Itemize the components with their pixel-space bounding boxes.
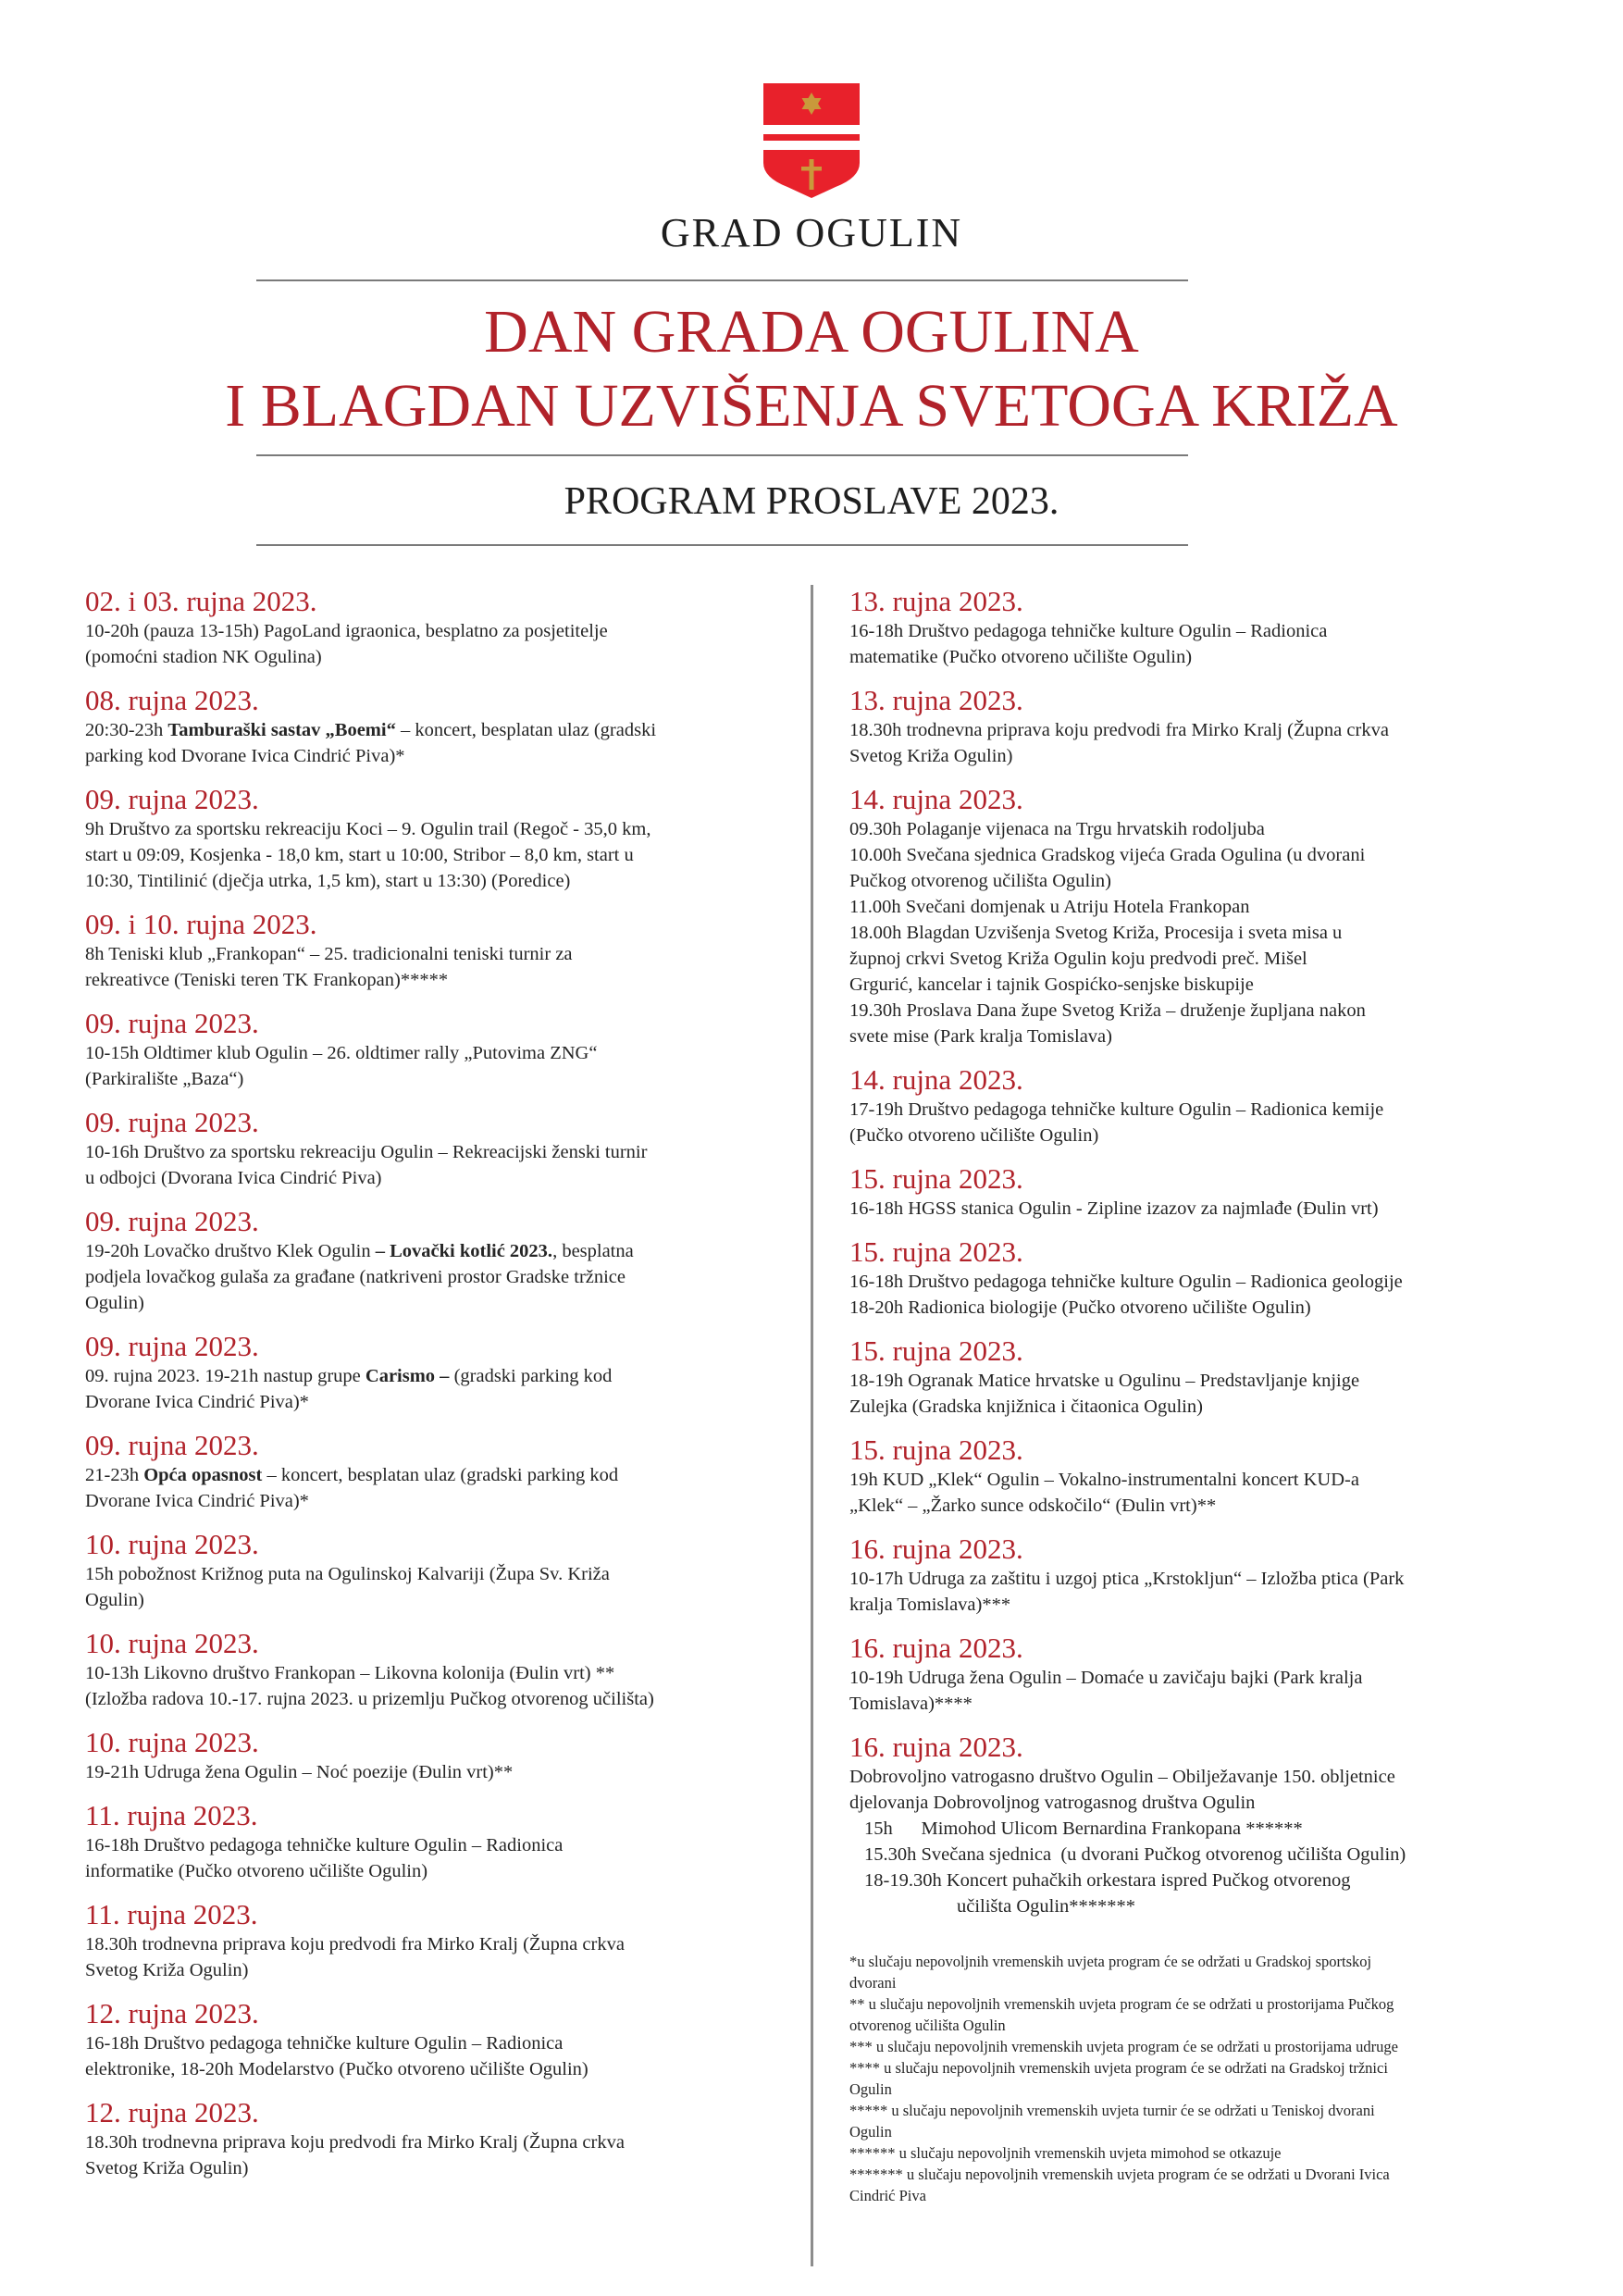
entry-text: Grgurić, kancelar i tajnik Gospićko-senjske biskupije — [849, 974, 1254, 995]
page-title-line1: DAN GRADA OGULINA — [484, 298, 1139, 366]
entry-text: elektronike, 18-20h Modelarstvo (Pučko otvoreno učilište Ogulin) — [85, 2059, 588, 2079]
footnote-line: ****** u slučaju nepovoljnih vremenskih uvjeta mimohod se otkazuje — [849, 2144, 1282, 2162]
entry-text: 18.30h trodnevna priprava koju predvodi fra Mirko Kralj (Župna crkva — [85, 1934, 625, 1955]
entry-line — [849, 618, 1553, 644]
entry-date: 16. rujna 2023. — [849, 1731, 1023, 1763]
entry-date: 02. i 03. rujna 2023. — [85, 585, 317, 617]
entry-text: Pučkog otvorenog učilišta Ogulin) — [849, 871, 1111, 891]
entry-text: Dvorane Ivica Cindrić Piva)* — [85, 1392, 309, 1412]
entry-date: 16. rujna 2023. — [849, 1533, 1023, 1565]
entry-line — [85, 1832, 798, 1858]
entry-line — [85, 1462, 798, 1488]
entry-text: 15h pobožnost Križnog puta na Ogulinskoj Kalvariji (Župa Sv. Križa — [85, 1564, 610, 1584]
entry-date: 09. rujna 2023. — [85, 1106, 259, 1138]
entry-date: 08. rujna 2023. — [85, 684, 259, 716]
entry-text: 18.30h trodnevna priprava koju predvodi fra Mirko Kralj (Župna crkva — [85, 2132, 625, 2153]
entry-date: 10. rujna 2023. — [85, 1627, 259, 1659]
entry-text: podjela lovačkog gulaša za građane (natkriveni prostor Gradske tržnice — [85, 1267, 626, 1287]
entry-text: djelovanja Dobrovoljnog vatrogasnog društva Ogulin — [849, 1793, 1256, 1813]
entry-line — [85, 816, 798, 842]
entry-line — [849, 1566, 1553, 1592]
entry-text: matematike (Pučko otvoreno učilište Ogulin) — [849, 647, 1193, 667]
entry-line — [85, 1389, 798, 1415]
entry-line — [849, 1368, 1553, 1394]
program-entry — [85, 1528, 798, 1613]
entry-line — [85, 868, 798, 894]
entry-line — [85, 941, 798, 967]
entry-text: 16-18h HGSS stanica Ogulin - Zipline izazov za najmlađe (Đulin vrt) — [849, 1198, 1379, 1219]
entry-date: 13. rujna 2023. — [849, 585, 1023, 617]
entry-date: 10. rujna 2023. — [85, 1528, 259, 1560]
entry-line — [849, 743, 1553, 769]
entry-line — [85, 1488, 798, 1514]
footnote-line: ** u slučaju nepovoljnih vremenskih uvjeta program će se održati u prostorijama Pučkog — [849, 1995, 1394, 2013]
entry-line — [85, 2056, 798, 2082]
entry-date: 15. rujna 2023. — [849, 1433, 1023, 1466]
entry-text: – koncert, besplatan ulaz (gradski — [395, 720, 657, 740]
entry-line — [85, 1165, 798, 1191]
entry-text: 16-18h Društvo pedagoga tehničke kulture Ogulin – Radionica — [849, 621, 1328, 641]
program-column-right — [849, 585, 1553, 2206]
entry-text: 10-16h Društvo za sportsku rekreaciju Ogulin – Rekreacijski ženski turnir — [85, 1142, 648, 1162]
entry-line — [849, 717, 1553, 743]
entry-text: 10-13h Likovno društvo Frankopan – Likovna kolonija (Đulin vrt) ** — [85, 1663, 615, 1683]
entry-line — [849, 816, 1553, 842]
entry-text: 19-20h Lovačko društvo Klek Ogulin — [85, 1241, 376, 1261]
entry-date: 15. rujna 2023. — [849, 1162, 1023, 1195]
entry-text: svete mise (Park kralja Tomislava) — [849, 1026, 1112, 1047]
entry-date: 11. rujna 2023. — [85, 1799, 258, 1831]
entry-text: 17-19h Društvo pedagoga tehničke kulture Ogulin – Radionica kemije — [849, 1099, 1384, 1120]
entry-sub-continuation: učilišta Ogulin******* — [957, 1896, 1136, 1917]
program-entry — [85, 585, 798, 670]
program-entry — [85, 1205, 798, 1316]
entry-line — [849, 842, 1553, 868]
entry-line — [849, 998, 1553, 1024]
entry-text: Dvorane Ivica Cindrić Piva)* — [85, 1491, 309, 1511]
entry-text: 16-18h Društvo pedagoga tehničke kulture Ogulin – Radionica — [85, 2033, 564, 2054]
entry-line — [85, 842, 798, 868]
entry-line — [85, 1363, 798, 1389]
entry-text: 10-17h Udruga za zaštitu i uzgoj ptica „Krstokljun“ – Izložba ptica (Park — [849, 1569, 1405, 1589]
entry-line — [849, 868, 1553, 894]
header-rule-bottom — [256, 544, 1188, 546]
entry-line — [85, 2129, 798, 2155]
footnote-line: **** u slučaju nepovoljnih vremenskih uvjeta program će se održati na Gradskoj tržnici — [849, 2059, 1388, 2077]
entry-date: 09. rujna 2023. — [85, 1007, 259, 1039]
entry-text: kralja Tomislava)*** — [849, 1595, 1011, 1615]
entry-line — [849, 1691, 1553, 1717]
entry-text: – koncert, besplatan ulaz (gradski parking kod — [262, 1465, 619, 1485]
program-column-left — [85, 585, 798, 2195]
program-entry — [849, 783, 1553, 1049]
entry-line — [849, 1764, 1553, 1790]
program-entry — [849, 1533, 1553, 1618]
entry-text: (pomoćni stadion NK Ogulina) — [85, 647, 322, 667]
footnote-line: Ogulin — [849, 2123, 892, 2141]
entry-line — [85, 1686, 798, 1712]
entry-text: 8h Teniski klub „Frankopan“ – 25. tradicionalni teniski turnir za — [85, 944, 573, 964]
entry-line — [85, 644, 798, 670]
entry-date: 14. rujna 2023. — [849, 1063, 1023, 1096]
program-entry — [849, 1731, 1553, 1919]
entry-text: 09. rujna 2023. 19-21h nastup grupe — [85, 1366, 365, 1386]
entry-sub-item: 15h Mimohod Ulicom Bernardina Frankopana ****** — [864, 1818, 1303, 1839]
entry-text: Tomislava)**** — [849, 1694, 973, 1714]
footnotes — [849, 1951, 1553, 2206]
program-entry — [849, 585, 1553, 670]
brand-name: GRAD OGULIN — [660, 210, 963, 255]
entry-sub-item: 15.30h Svečana sjednica (u dvorani Pučkog otvorenog učilišta Ogulin) — [864, 1844, 1406, 1865]
entry-text: u odbojci (Dvorana Ivica Cindrić Piva) — [85, 1168, 382, 1188]
entry-text: (Izložba radova 10.-17. rujna 2023. u prizemlju Pučkog otvorenog učilišta) — [85, 1689, 654, 1709]
entry-date: 14. rujna 2023. — [849, 783, 1023, 815]
entry-text: 16-18h Društvo pedagoga tehničke kulture Ogulin – Radionica — [85, 1835, 564, 1855]
entry-date: 16. rujna 2023. — [849, 1632, 1023, 1664]
entry-line — [85, 1931, 798, 1957]
header-rule-top — [256, 279, 1188, 281]
footnote-line: *** u slučaju nepovoljnih vremenskih uvjeta program će se održati u prostorijama udruge — [849, 2038, 1398, 2055]
program-entry — [85, 1799, 798, 1884]
program-entry — [85, 783, 798, 894]
entry-line — [85, 1040, 798, 1066]
entry-line — [849, 946, 1553, 972]
entry-line — [85, 1858, 798, 1884]
entry-text: 19-21h Udruga žena Ogulin – Noć poezije (Đulin vrt)** — [85, 1762, 514, 1782]
entry-line — [849, 1097, 1553, 1123]
program-entry — [85, 2096, 798, 2181]
entry-line — [849, 1493, 1553, 1519]
entry-line — [849, 1592, 1553, 1618]
program-entry — [849, 1632, 1553, 1717]
entry-text: Svetog Križa Ogulin) — [849, 746, 1013, 766]
entry-text: (gradski parking kod — [449, 1366, 613, 1386]
entry-line — [85, 1066, 798, 1092]
entry-date: 12. rujna 2023. — [85, 2096, 259, 2128]
entry-text: 18-19h Ogranak Matice hrvatske u Ogulinu – Predstavljanje knjige — [849, 1371, 1360, 1391]
entry-text: 10-19h Udruga žena Ogulin – Domaće u zavičaju bajki (Park kralja — [849, 1668, 1363, 1688]
entry-line — [849, 644, 1553, 670]
entry-date: 15. rujna 2023. — [849, 1334, 1023, 1367]
entry-text: Ogulin) — [85, 1590, 144, 1610]
entry-text: 18-20h Radionica biologije (Pučko otvoreno učilište Ogulin) — [849, 1297, 1311, 1318]
program-entry — [849, 1334, 1553, 1420]
coat-of-arms-icon — [762, 81, 861, 202]
entry-line — [85, 618, 798, 644]
entry-date: 13. rujna 2023. — [849, 684, 1023, 716]
program-entry — [849, 1433, 1553, 1519]
white-stripe-top — [763, 125, 860, 134]
entry-date: 09. rujna 2023. — [85, 783, 259, 815]
program-entry — [85, 1007, 798, 1092]
program-entry — [849, 1063, 1553, 1148]
entry-text: župnoj crkvi Svetog Križa Ogulin koju predvodi preč. Mišel — [849, 949, 1307, 969]
entry-line — [849, 1123, 1553, 1148]
entry-line — [849, 1790, 1553, 1816]
header-rule-middle — [256, 454, 1188, 456]
entry-text: start u 09:09, Kosjenka - 18,0 km, start u 10:00, Stribor – 8,0 km, start u — [85, 845, 634, 865]
cross-icon-vertical — [810, 159, 814, 190]
entry-date: 10. rujna 2023. — [85, 1726, 259, 1758]
entry-text: informatike (Pučko otvoreno učilište Ogulin) — [85, 1861, 428, 1881]
entry-line — [85, 1957, 798, 1983]
entry-text: (Parkiralište „Baza“) — [85, 1069, 244, 1089]
entry-text: 18.30h trodnevna priprava koju predvodi fra Mirko Kralj (Župna crkva — [849, 720, 1389, 740]
entry-line — [849, 1665, 1553, 1691]
entry-line — [849, 1196, 1553, 1222]
entry-line — [85, 1264, 798, 1290]
entry-date: 09. rujna 2023. — [85, 1330, 259, 1362]
entry-text: 21-23h — [85, 1465, 144, 1485]
entry-text: Svetog Križa Ogulin) — [85, 2158, 249, 2178]
white-stripe-bottom — [763, 141, 860, 150]
program-entry — [85, 908, 798, 993]
entry-text: (Pučko otvoreno učilište Ogulin) — [849, 1125, 1099, 1146]
entry-text: 19h KUD „Klek“ Ogulin – Vokalno-instrumentalni koncert KUD-a — [849, 1470, 1359, 1490]
entry-line — [849, 972, 1553, 998]
entry-text: 9h Društvo za sportsku rekreaciju Koci – 9. Ogulin trail (Regoč - 35,0 km, — [85, 819, 651, 839]
entry-text: 10.00h Svečana sjednica Gradskog vijeća Grada Ogulina (u dvorani — [849, 845, 1366, 865]
program-entry — [85, 684, 798, 769]
page-title-line2: I BLAGDAN UZVIŠENJA SVETOGA KRIŽA — [225, 372, 1398, 440]
entry-highlight: – Lovački kotlić 2023. — [375, 1241, 553, 1261]
entry-highlight: Carismo – — [365, 1366, 450, 1386]
entry-text: 20:30-23h — [85, 720, 168, 740]
entry-text: Zulejka (Gradska knjižnica i čitaonica Ogulin) — [849, 1396, 1203, 1417]
entry-line — [85, 743, 798, 769]
entry-line — [85, 1290, 798, 1316]
entry-date: 11. rujna 2023. — [85, 1898, 258, 1930]
entry-line — [85, 1561, 798, 1587]
entry-line — [85, 1759, 798, 1785]
entry-text: 10-15h Oldtimer klub Ogulin – 26. oldtimer rally „Putovima ZNG“ — [85, 1043, 598, 1063]
entry-text: 10:30, Tintilinić (dječja utrka, 1,5 km), start u 13:30) (Poredice) — [85, 871, 571, 891]
entry-text: 18.00h Blagdan Uzvišenja Svetog Križa, Procesija i sveta misa u — [849, 923, 1343, 943]
page-subtitle: PROGRAM PROSLAVE 2023. — [564, 480, 1059, 523]
program-entry — [85, 1726, 798, 1785]
entry-line — [849, 1024, 1553, 1049]
entry-highlight: Tamburaški sastav „Boemi“ — [167, 720, 396, 740]
entry-text: , besplatna — [552, 1241, 634, 1261]
cross-icon-horizontal — [801, 167, 822, 171]
entry-highlight: Opća opasnost — [143, 1465, 263, 1485]
entry-line — [849, 1394, 1553, 1420]
entry-text: Dobrovoljno vatrogasno društvo Ogulin – Obilježavanje 150. obljetnice — [849, 1767, 1395, 1787]
program-entry — [85, 1627, 798, 1712]
entry-text: rekreativce (Teniski teren TK Frankopan)***** — [85, 970, 449, 990]
footnote-line: Ogulin — [849, 2080, 892, 2098]
entry-date: 09. rujna 2023. — [85, 1205, 259, 1237]
entry-line — [85, 2030, 798, 2056]
entry-line — [849, 920, 1553, 946]
entry-line — [849, 894, 1553, 920]
program-entry — [85, 1429, 798, 1514]
footnote-line: dvorani — [849, 1974, 897, 1992]
entry-line — [85, 1238, 798, 1264]
entry-date: 09. rujna 2023. — [85, 1429, 259, 1461]
entry-line — [85, 2155, 798, 2181]
program-entry — [85, 1330, 798, 1415]
program-entry — [849, 684, 1553, 769]
entry-line — [85, 967, 798, 993]
entry-line — [849, 1295, 1553, 1321]
footnote-line: ******* u slučaju nepovoljnih vremenskih uvjeta program će se održati u Dvorani Ivica — [849, 2166, 1390, 2183]
program-entry — [85, 1997, 798, 2082]
entry-line — [85, 1139, 798, 1165]
entry-text: 09.30h Polaganje vijenaca na Trgu hrvatskih rodoljuba — [849, 819, 1265, 839]
footnote-line: *u slučaju nepovoljnih vremenskih uvjeta program će se održati u Gradskoj sportskoj — [849, 1953, 1372, 1970]
entry-text: „Klek“ – „Žarko sunce odskočilo“ (Đulin vrt)** — [849, 1496, 1217, 1516]
entry-text: 10-20h (pauza 13-15h) PagoLand igraonica, besplatno za posjetitelje — [85, 621, 608, 641]
entry-date: 12. rujna 2023. — [85, 1997, 259, 2029]
entry-line — [85, 1587, 798, 1613]
entry-text: 19.30h Proslava Dana župe Svetog Križa – druženje župljana nakon — [849, 1000, 1366, 1021]
entry-line — [85, 717, 798, 743]
entry-date: 15. rujna 2023. — [849, 1235, 1023, 1268]
entry-text: Ogulin) — [85, 1293, 144, 1313]
entry-line — [85, 1660, 798, 1686]
entry-line — [849, 1269, 1553, 1295]
program-entry — [85, 1106, 798, 1191]
program-entry — [849, 1235, 1553, 1321]
entry-text: 11.00h Svečani domjenak u Atriju Hotela Frankopan — [849, 897, 1250, 917]
entry-text: 16-18h Društvo pedagoga tehničke kulture Ogulin – Radionica geologije — [849, 1272, 1403, 1292]
program-entry — [849, 1162, 1553, 1222]
program-entry — [85, 1898, 798, 1983]
entry-line — [849, 1467, 1553, 1493]
column-divider — [811, 585, 813, 2266]
entry-text: Svetog Križa Ogulin) — [85, 1960, 249, 1980]
footnote-line: Cindrić Piva — [849, 2187, 926, 2204]
entry-text: parking kod Dvorane Ivica Cindrić Piva)* — [85, 746, 405, 766]
entry-sub-item: 18-19.30h Koncert puhačkih orkestara ispred Pučkog otvorenog — [864, 1870, 1351, 1891]
footnote-line: ***** u slučaju nepovoljnih vremenskih uvjeta turnir će se održati u Teniskoj dvorani — [849, 2102, 1375, 2119]
footnote-line: otvorenog učilišta Ogulin — [849, 2017, 1006, 2034]
entry-date: 09. i 10. rujna 2023. — [85, 908, 317, 940]
